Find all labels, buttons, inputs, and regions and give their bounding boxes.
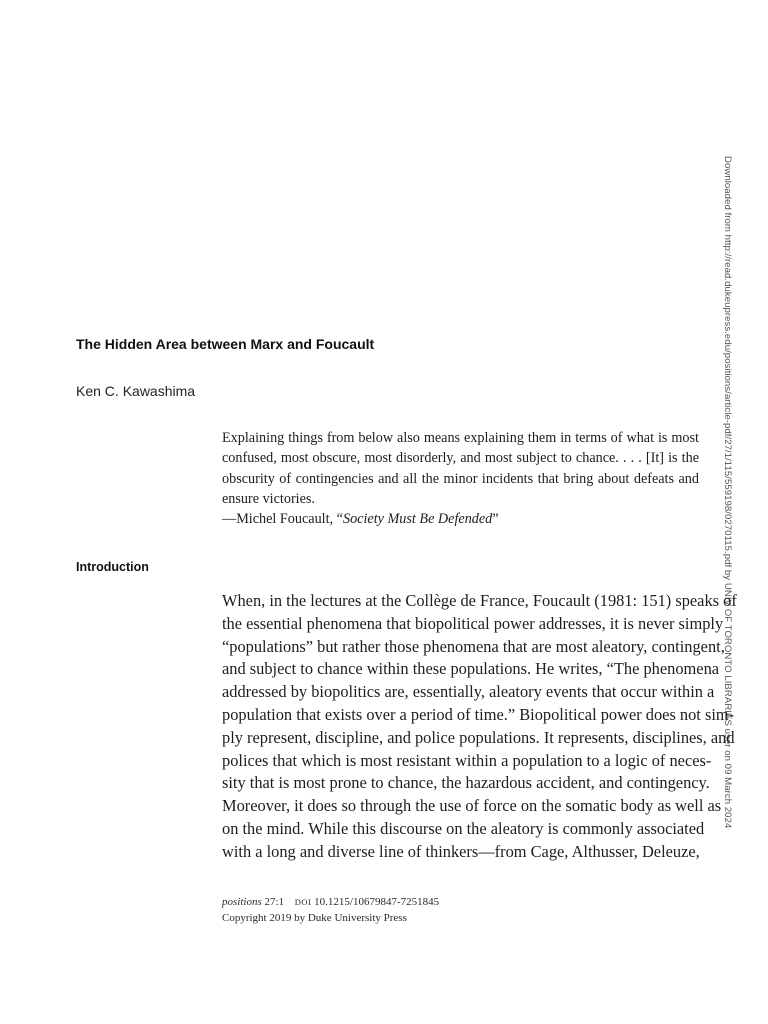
doi-label: DOI — [294, 897, 312, 907]
download-stamp — [722, 156, 734, 881]
attribution-suffix: ” — [492, 511, 499, 528]
body-line: with a long and diverse line of thinkers—from Cage, Althusser, Deleuze, — [222, 841, 700, 861]
body-line: When, in the lectures at the Collège de France, Foucault (1981: 151) speaks of — [222, 591, 737, 610]
copyright-line: Copyright 2019 by Duke University Press — [222, 912, 407, 924]
body-paragraph — [222, 590, 737, 864]
journal-name: positions — [222, 896, 262, 908]
body-line: population that exists over a period of time.” Biopolitical power does not sim- — [222, 704, 735, 724]
download-stamp-text: Downloaded from http://read.dukeupress.edu/positions/article-pdf/27/1/115/559198/0270115.pdf by UNIV OF TORONTO LIBRARIES user on 09 March 2024 — [722, 156, 733, 829]
attribution-prefix: —Michel Foucault, “ — [222, 511, 343, 528]
body-line: the essential phenomena that biopolitical power addresses, it is never simply — [222, 613, 724, 633]
page-footer — [222, 894, 439, 926]
section-heading: Introduction — [76, 560, 149, 574]
article-author: Ken C. Kawashima — [76, 383, 196, 399]
body-line: sity that is most prone to chance, the hazardous accident, and contingency. — [222, 773, 710, 793]
body-line: on the mind. While this discourse on the aleatory is commonly associated — [222, 818, 705, 838]
body-line: polices that which is most resistant within a population to a logic of neces- — [222, 750, 712, 770]
article-title: The Hidden Area between Marx and Foucault — [76, 336, 375, 352]
body-line: addressed by biopolitics are, essentially, aleatory events that occur within a — [222, 682, 715, 702]
body-line: “populations” but rather those phenomena that are most aleatory, contingent, — [222, 636, 725, 656]
body-line: and subject to chance within these populations. He writes, “The phenomena — [222, 659, 720, 679]
body-line: Moreover, it does so through the use of force on the somatic body as well as — [222, 796, 722, 816]
epigraph-attribution — [222, 509, 699, 529]
attribution-work-title: Society Must Be Defended — [342, 511, 493, 528]
citation-line — [222, 894, 439, 910]
epigraph — [222, 428, 699, 529]
doi-value: 10.1215/10679847-7251845 — [314, 896, 440, 908]
epigraph-quote: Explaining things from below also means explaining them in terms of what is most confused, most obscure, most disorderly, and most subject to chance. . . . [It] is the obscurity of contingencies and all the minor incidents that bring about defeats and ensure victories. — [222, 430, 699, 507]
body-line: ply represent, discipline, and police populations. It represents, disciplines, and — [222, 727, 735, 747]
journal-volume: 27:1 — [264, 896, 285, 908]
